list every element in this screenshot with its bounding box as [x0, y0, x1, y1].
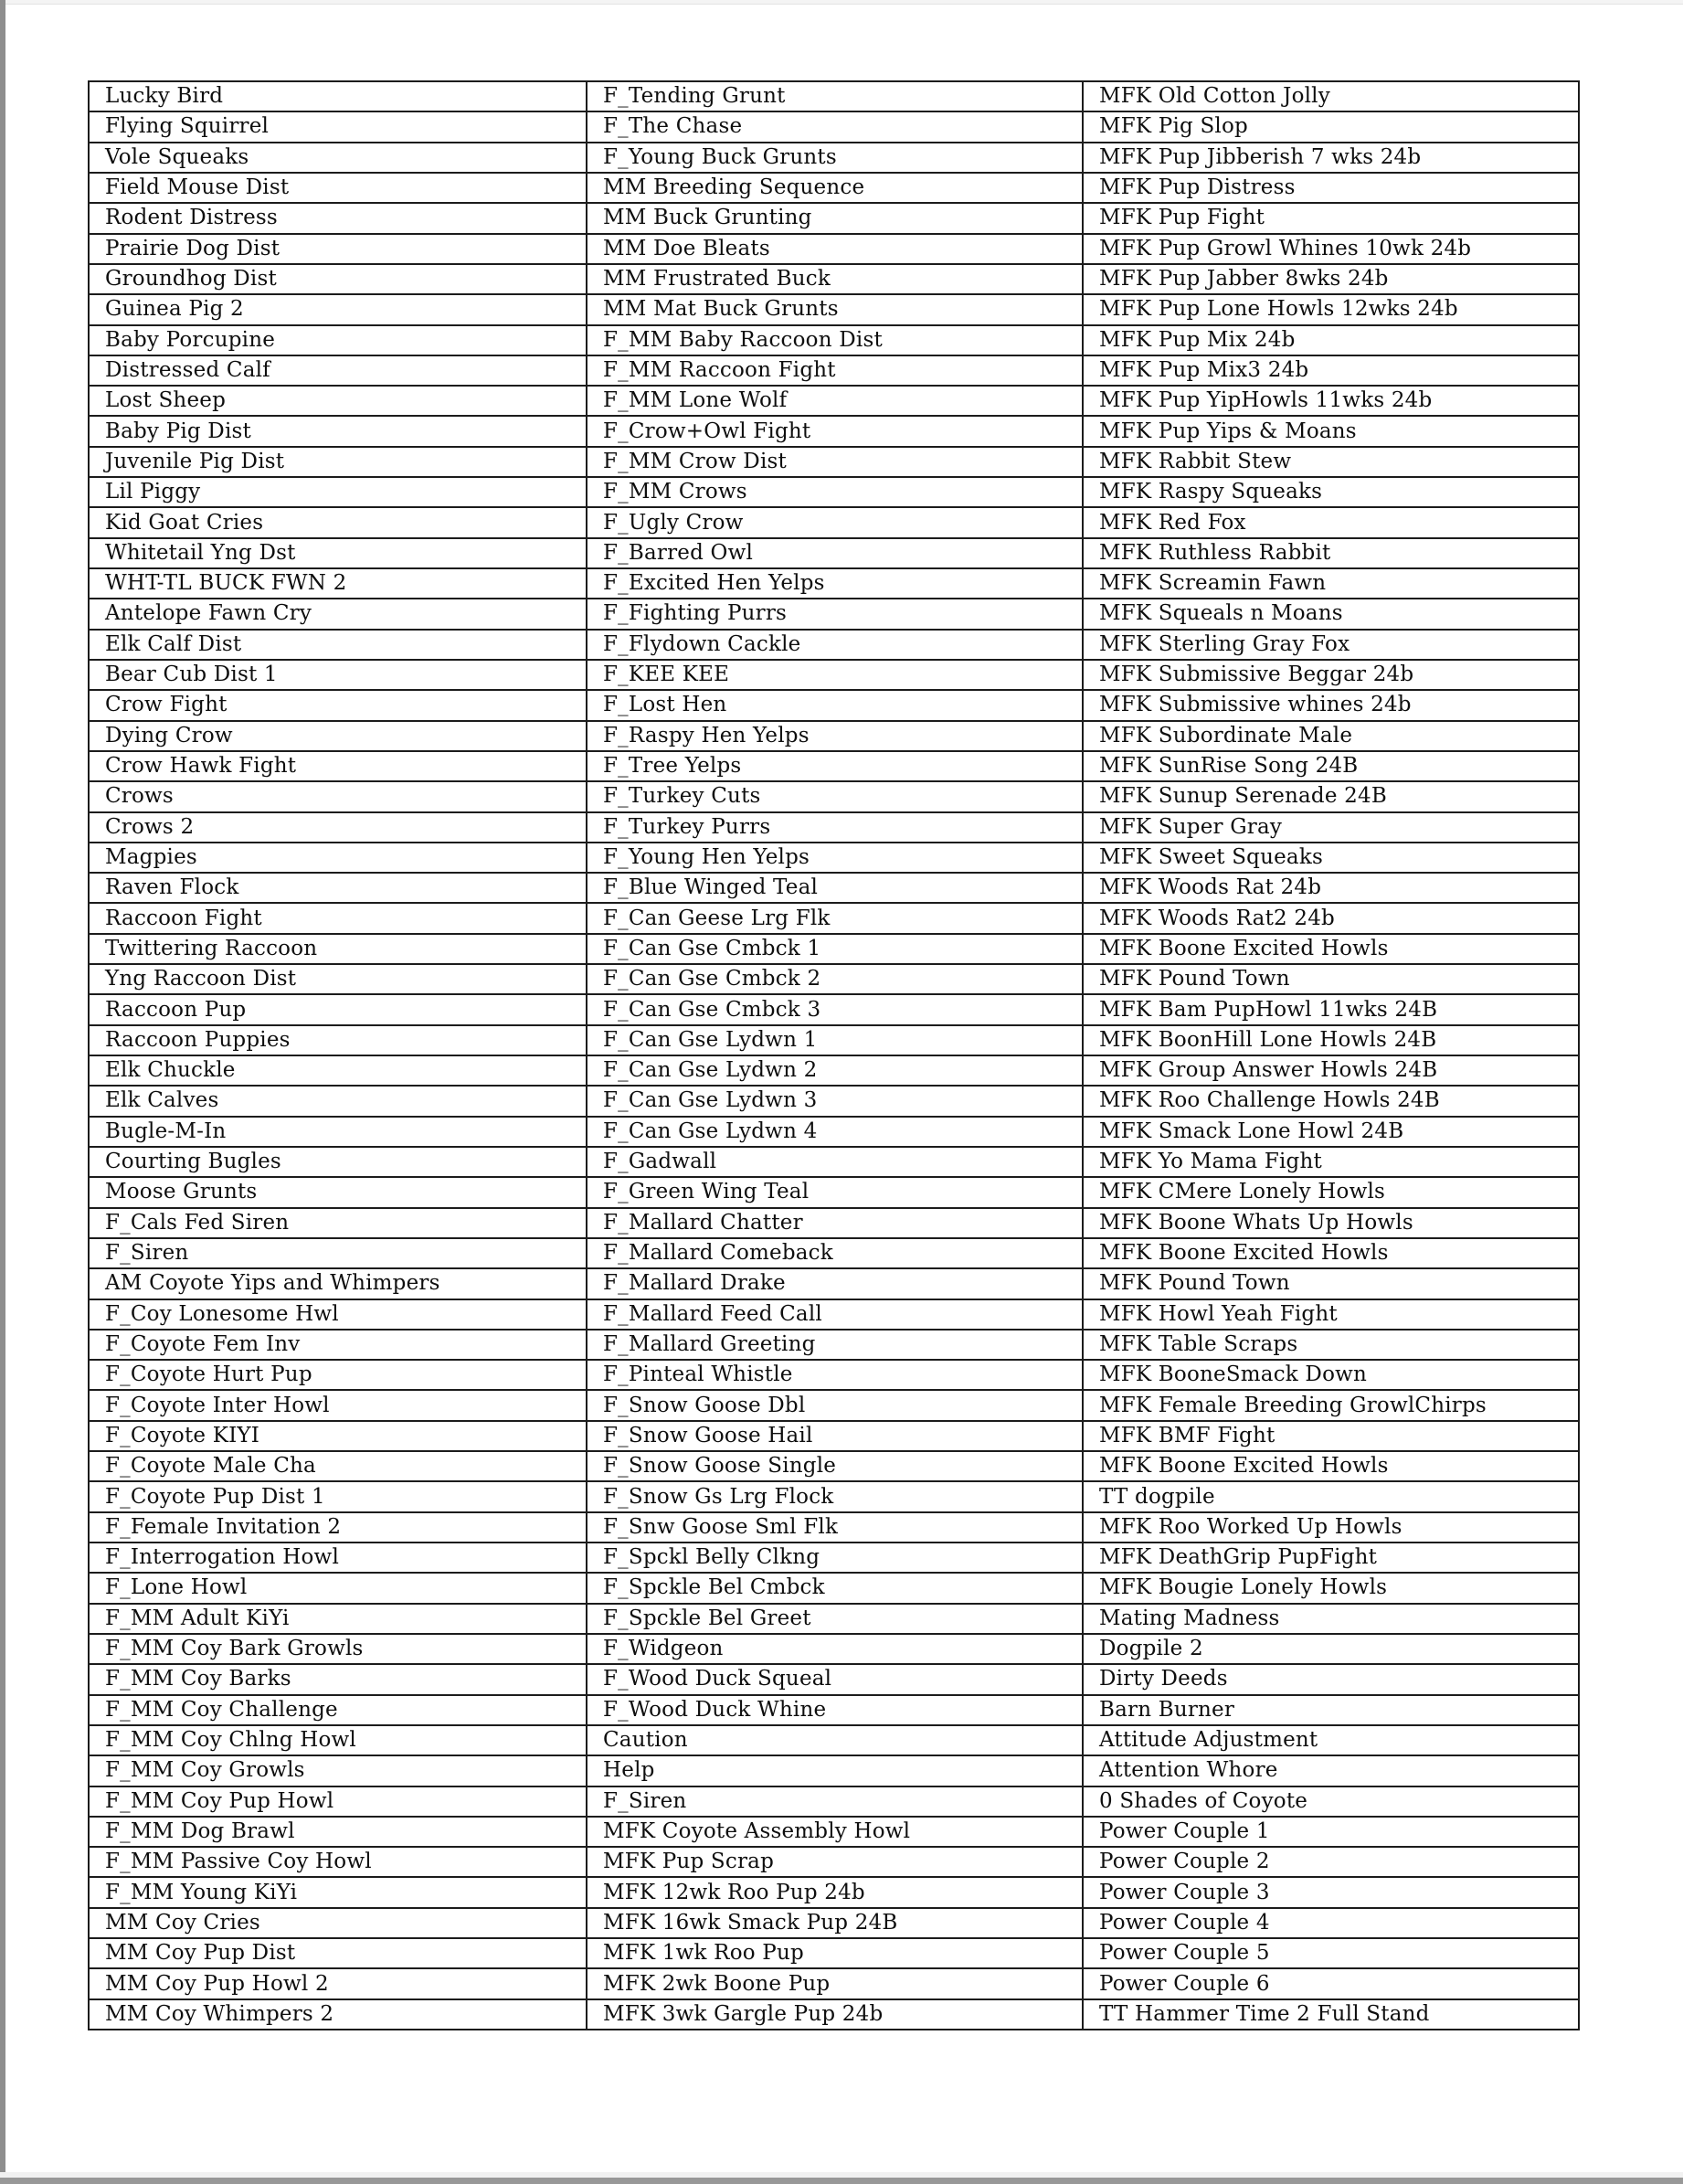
table-cell: Baby Porcupine	[89, 325, 587, 355]
table-cell: F_MM Adult KiYi	[89, 1604, 587, 1634]
table-row	[89, 660, 1579, 690]
table-cell: MFK Rabbit Stew	[1083, 447, 1579, 477]
table-row	[89, 1055, 1579, 1086]
table-cell: MFK Pig Slop	[1083, 111, 1579, 142]
table-cell: Power Couple 2	[1083, 1847, 1579, 1877]
table-cell: MFK Roo Challenge Howls 24B	[1083, 1086, 1579, 1116]
table-row	[89, 1147, 1579, 1177]
table-cell: Power Couple 6	[1083, 1968, 1579, 1998]
table-row	[89, 903, 1579, 933]
table-cell: Raccoon Fight	[89, 903, 587, 933]
table-cell: Elk Chuckle	[89, 1055, 587, 1086]
table-cell: MFK Pup Jabber 8wks 24b	[1083, 264, 1579, 294]
table-cell: F_Fighting Purrs	[587, 599, 1083, 629]
table-row	[89, 1938, 1579, 1968]
table-cell: MFK Pup Distress	[1083, 173, 1579, 203]
table-cell: Moose Grunts	[89, 1177, 587, 1207]
table-cell: WHT-TL BUCK FWN 2	[89, 568, 587, 599]
table-cell: Raccoon Pup	[89, 994, 587, 1024]
table-cell: F_Coyote Pup Dist 1	[89, 1481, 587, 1511]
table-cell: MFK Raspy Squeaks	[1083, 477, 1579, 507]
table-cell: Mating Madness	[1083, 1604, 1579, 1634]
table-cell: MFK Coyote Assembly Howl	[587, 1817, 1083, 1847]
table-cell: MFK BoonHill Lone Howls 24B	[1083, 1025, 1579, 1055]
table-cell: F_Can Gse Cmbck 1	[587, 934, 1083, 964]
table-cell: MFK Woods Rat2 24b	[1083, 903, 1579, 933]
table-cell: Attention Whore	[1083, 1755, 1579, 1786]
table-row	[89, 416, 1579, 446]
table-cell: MFK Pup Scrap	[587, 1847, 1083, 1877]
table-cell: MFK Female Breeding GrowlChirps	[1083, 1390, 1579, 1420]
table-row	[89, 1877, 1579, 1907]
table-cell: F_Spckle Bel Greet	[587, 1604, 1083, 1634]
table-cell: Whitetail Yng Dst	[89, 538, 587, 568]
table-cell: F_Mallard Chatter	[587, 1208, 1083, 1238]
table-cell: Power Couple 4	[1083, 1908, 1579, 1938]
table-cell: MFK 3wk Gargle Pup 24b	[587, 1999, 1083, 2030]
table-cell: Crows 2	[89, 812, 587, 843]
table-row	[89, 1177, 1579, 1207]
table-cell: Barn Burner	[1083, 1695, 1579, 1725]
table-cell: Juvenile Pig Dist	[89, 447, 587, 477]
table-row	[89, 1847, 1579, 1877]
table-cell: Raccoon Puppies	[89, 1025, 587, 1055]
table-cell: F_Turkey Purrs	[587, 812, 1083, 843]
table-row	[89, 173, 1579, 203]
table-row	[89, 81, 1579, 111]
table-cell: Help	[587, 1755, 1083, 1786]
table-cell: Rodent Distress	[89, 203, 587, 233]
table-cell: MFK Sunup Serenade 24B	[1083, 781, 1579, 811]
table-row	[89, 507, 1579, 537]
table-cell: TT dogpile	[1083, 1481, 1579, 1511]
table-cell: MFK Pup YipHowls 11wks 24b	[1083, 386, 1579, 416]
table-cell: 0 Shades of Coyote	[1083, 1786, 1579, 1817]
table-cell: F_Excited Hen Yelps	[587, 568, 1083, 599]
table-row	[89, 538, 1579, 568]
table-cell: F_Female Invitation 2	[89, 1512, 587, 1543]
table-row	[89, 355, 1579, 386]
table-row	[89, 234, 1579, 264]
table-cell: F_Ugly Crow	[587, 507, 1083, 537]
table-cell: Elk Calves	[89, 1086, 587, 1116]
table-cell: F_Mallard Greeting	[587, 1330, 1083, 1360]
table-cell: F_Tree Yelps	[587, 751, 1083, 781]
table-row	[89, 1999, 1579, 2030]
table-row	[89, 1238, 1579, 1268]
table-cell: MFK SunRise Song 24B	[1083, 751, 1579, 781]
page-edge-top	[0, 0, 1683, 5]
table-cell: MFK 16wk Smack Pup 24B	[587, 1908, 1083, 1938]
table-cell: MFK Group Answer Howls 24B	[1083, 1055, 1579, 1086]
table-row	[89, 1908, 1579, 1938]
table-cell: MM Breeding Sequence	[587, 173, 1083, 203]
table-cell: F_Snow Gs Lrg Flock	[587, 1481, 1083, 1511]
table-row	[89, 1755, 1579, 1786]
table-cell: F_MM Crow Dist	[587, 447, 1083, 477]
table-row	[89, 812, 1579, 843]
table-cell: F_Coyote Male Cha	[89, 1451, 587, 1481]
table-cell: MFK Boone Excited Howls	[1083, 934, 1579, 964]
table-row	[89, 630, 1579, 660]
table-cell: Groundhog Dist	[89, 264, 587, 294]
table-cell: TT Hammer Time 2 Full Stand	[1083, 1999, 1579, 2030]
table-cell: MFK Pup Lone Howls 12wks 24b	[1083, 294, 1579, 324]
table-cell: F_Barred Owl	[587, 538, 1083, 568]
table-row	[89, 1634, 1579, 1664]
table-cell: Kid Goat Cries	[89, 507, 587, 537]
table-cell: MFK Submissive Beggar 24b	[1083, 660, 1579, 690]
table-cell: MFK Sweet Squeaks	[1083, 843, 1579, 873]
table-cell: F_Interrogation Howl	[89, 1543, 587, 1573]
table-cell: Magpies	[89, 843, 587, 873]
table-row	[89, 690, 1579, 720]
table-cell: MFK Pup Growl Whines 10wk 24b	[1083, 234, 1579, 264]
table-row	[89, 721, 1579, 751]
table-cell: Lil Piggy	[89, 477, 587, 507]
table-cell: F_Mallard Comeback	[587, 1238, 1083, 1268]
table-cell: Attitude Adjustment	[1083, 1725, 1579, 1755]
table-row	[89, 1695, 1579, 1725]
table-cell: AM Coyote Yips and Whimpers	[89, 1268, 587, 1299]
table-row	[89, 264, 1579, 294]
table-cell: F_Cals Fed Siren	[89, 1208, 587, 1238]
table-cell: MFK 1wk Roo Pup	[587, 1938, 1083, 1968]
table-cell: Caution	[587, 1725, 1083, 1755]
table-row	[89, 1086, 1579, 1116]
table-row	[89, 1117, 1579, 1147]
table-cell: F_Spckl Belly Clkng	[587, 1543, 1083, 1573]
table-cell: MFK Sterling Gray Fox	[1083, 630, 1579, 660]
table-cell: F_Can Gse Cmbck 2	[587, 964, 1083, 994]
table-cell: Flying Squirrel	[89, 111, 587, 142]
table-cell: Power Couple 5	[1083, 1938, 1579, 1968]
table-cell: MM Doe Bleats	[587, 234, 1083, 264]
table-row	[89, 751, 1579, 781]
table-cell: F_MM Young KiYi	[89, 1877, 587, 1907]
table-row	[89, 1817, 1579, 1847]
table-cell: MFK Squeals n Moans	[1083, 599, 1579, 629]
table-cell: F_Pinteal Whistle	[587, 1360, 1083, 1390]
table-cell: F_Siren	[89, 1238, 587, 1268]
table-cell: F_MM Baby Raccoon Dist	[587, 325, 1083, 355]
sound-call-list-table	[88, 80, 1580, 2030]
table-row	[89, 203, 1579, 233]
table-row	[89, 934, 1579, 964]
table-cell: F_Snw Goose Sml Flk	[587, 1512, 1083, 1543]
table-cell: MM Coy Pup Dist	[89, 1938, 587, 1968]
table-row	[89, 1968, 1579, 1998]
page-edge-bottom	[0, 2178, 1683, 2184]
table-cell: Power Couple 3	[1083, 1877, 1579, 1907]
table-cell: F_Mallard Drake	[587, 1268, 1083, 1299]
table-cell: MFK Boone Whats Up Howls	[1083, 1208, 1579, 1238]
table-cell: F_The Chase	[587, 111, 1083, 142]
table-cell: F_MM Coy Growls	[89, 1755, 587, 1786]
table-row	[89, 1330, 1579, 1360]
table-cell: Power Couple 1	[1083, 1817, 1579, 1847]
table-cell: Bear Cub Dist 1	[89, 660, 587, 690]
table-cell: MFK Bam PupHowl 11wks 24B	[1083, 994, 1579, 1024]
table-cell: MFK Woods Rat 24b	[1083, 873, 1579, 903]
table-cell: F_KEE KEE	[587, 660, 1083, 690]
table-cell: F_Turkey Cuts	[587, 781, 1083, 811]
table-cell: MFK BMF Fight	[1083, 1421, 1579, 1451]
table-row	[89, 843, 1579, 873]
table-cell: F_Mallard Feed Call	[587, 1299, 1083, 1330]
table-row	[89, 1543, 1579, 1573]
table-cell: F_Coyote Inter Howl	[89, 1390, 587, 1420]
table-cell: F_MM Lone Wolf	[587, 386, 1083, 416]
table-cell: MFK CMere Lonely Howls	[1083, 1177, 1579, 1207]
table-cell: F_MM Coy Challenge	[89, 1695, 587, 1725]
table-cell: F_Snow Goose Dbl	[587, 1390, 1083, 1420]
table-cell: Yng Raccoon Dist	[89, 964, 587, 994]
table-cell: MFK 12wk Roo Pup 24b	[587, 1877, 1083, 1907]
table-cell: F_Can Gse Lydwn 4	[587, 1117, 1083, 1147]
table-row	[89, 1390, 1579, 1420]
table-row	[89, 1664, 1579, 1694]
table-cell: F_Snow Goose Single	[587, 1451, 1083, 1481]
table-row	[89, 1268, 1579, 1299]
table-cell: F_Lone Howl	[89, 1573, 587, 1603]
table-cell: Twittering Raccoon	[89, 934, 587, 964]
table-cell: MM Frustrated Buck	[587, 264, 1083, 294]
table-cell: MFK Boone Excited Howls	[1083, 1238, 1579, 1268]
table-row	[89, 964, 1579, 994]
table-cell: MFK Bougie Lonely Howls	[1083, 1573, 1579, 1603]
table-cell: Dirty Deeds	[1083, 1664, 1579, 1694]
table-cell: F_Tending Grunt	[587, 81, 1083, 111]
table-cell: F_MM Crows	[587, 477, 1083, 507]
table-cell: F_MM Coy Pup Howl	[89, 1786, 587, 1817]
table-cell: F_Blue Winged Teal	[587, 873, 1083, 903]
table-cell: MM Coy Whimpers 2	[89, 1999, 587, 2030]
table-row	[89, 386, 1579, 416]
table-cell: MM Coy Cries	[89, 1908, 587, 1938]
table-row	[89, 1451, 1579, 1481]
table-cell: MFK Table Scraps	[1083, 1330, 1579, 1360]
table-cell: Courting Bugles	[89, 1147, 587, 1177]
table-cell: Crow Hawk Fight	[89, 751, 587, 781]
table-cell: MFK Super Gray	[1083, 812, 1579, 843]
table-row	[89, 1573, 1579, 1603]
table-row	[89, 447, 1579, 477]
table-cell: Baby Pig Dist	[89, 416, 587, 446]
table-row	[89, 1725, 1579, 1755]
table-cell: Crows	[89, 781, 587, 811]
table-row	[89, 1421, 1579, 1451]
table-cell: MFK Pup Mix3 24b	[1083, 355, 1579, 386]
table-row	[89, 1299, 1579, 1330]
table-cell: Field Mouse Dist	[89, 173, 587, 203]
table-cell: F_Widgeon	[587, 1634, 1083, 1664]
sound-table-body	[89, 81, 1579, 2030]
table-cell: MFK Howl Yeah Fight	[1083, 1299, 1579, 1330]
table-cell: Antelope Fawn Cry	[89, 599, 587, 629]
table-row	[89, 994, 1579, 1024]
table-cell: F_Can Geese Lrg Flk	[587, 903, 1083, 933]
table-cell: Elk Calf Dist	[89, 630, 587, 660]
table-cell: MFK Roo Worked Up Howls	[1083, 1512, 1579, 1543]
table-cell: MFK Smack Lone Howl 24B	[1083, 1117, 1579, 1147]
table-cell: Vole Squeaks	[89, 143, 587, 173]
table-cell: F_Can Gse Lydwn 2	[587, 1055, 1083, 1086]
table-cell: MFK Pup Jibberish 7 wks 24b	[1083, 143, 1579, 173]
table-cell: F_MM Coy Barks	[89, 1664, 587, 1694]
table-row	[89, 1512, 1579, 1543]
table-cell: F_MM Coy Chlng Howl	[89, 1725, 587, 1755]
table-cell: MFK Red Fox	[1083, 507, 1579, 537]
table-cell: MFK BooneSmack Down	[1083, 1360, 1579, 1390]
table-row	[89, 111, 1579, 142]
table-cell: F_Spckle Bel Cmbck	[587, 1573, 1083, 1603]
table-cell: Distressed Calf	[89, 355, 587, 386]
table-row	[89, 143, 1579, 173]
table-cell: F_Lost Hen	[587, 690, 1083, 720]
table-cell: Guinea Pig 2	[89, 294, 587, 324]
table-cell: F_Young Buck Grunts	[587, 143, 1083, 173]
table-cell: MFK Pup Mix 24b	[1083, 325, 1579, 355]
table-cell: F_MM Raccoon Fight	[587, 355, 1083, 386]
table-cell: F_Green Wing Teal	[587, 1177, 1083, 1207]
table-cell: F_Coyote Fem Inv	[89, 1330, 587, 1360]
table-row	[89, 1360, 1579, 1390]
table-row	[89, 781, 1579, 811]
table-cell: MFK Ruthless Rabbit	[1083, 538, 1579, 568]
table-cell: MFK Submissive whines 24b	[1083, 690, 1579, 720]
table-row	[89, 325, 1579, 355]
table-cell: F_MM Coy Bark Growls	[89, 1634, 587, 1664]
table-row	[89, 1481, 1579, 1511]
table-cell: F_Coy Lonesome Hwl	[89, 1299, 587, 1330]
table-cell: F_Siren	[587, 1786, 1083, 1817]
table-cell: MM Mat Buck Grunts	[587, 294, 1083, 324]
table-cell: MM Buck Grunting	[587, 203, 1083, 233]
table-cell: MFK Yo Mama Fight	[1083, 1147, 1579, 1177]
table-row	[89, 1786, 1579, 1817]
table-cell: MFK Boone Excited Howls	[1083, 1451, 1579, 1481]
table-cell: MM Coy Pup Howl 2	[89, 1968, 587, 1998]
table-row	[89, 568, 1579, 599]
table-cell: MFK Screamin Fawn	[1083, 568, 1579, 599]
table-row	[89, 294, 1579, 324]
table-cell: F_Wood Duck Squeal	[587, 1664, 1083, 1694]
table-cell: F_Can Gse Cmbck 3	[587, 994, 1083, 1024]
table-cell: MFK Pound Town	[1083, 1268, 1579, 1299]
table-cell: MFK Pup Yips & Moans	[1083, 416, 1579, 446]
table-cell: MFK Pound Town	[1083, 964, 1579, 994]
table-cell: F_MM Passive Coy Howl	[89, 1847, 587, 1877]
table-cell: F_Young Hen Yelps	[587, 843, 1083, 873]
table-cell: F_Gadwall	[587, 1147, 1083, 1177]
table-cell: Bugle-M-In	[89, 1117, 587, 1147]
table-cell: MFK Subordinate Male	[1083, 721, 1579, 751]
table-cell: Prairie Dog Dist	[89, 234, 587, 264]
page-edge-left	[0, 0, 5, 2184]
table-cell: F_Raspy Hen Yelps	[587, 721, 1083, 751]
table-cell: F_Flydown Cackle	[587, 630, 1083, 660]
table-row	[89, 1604, 1579, 1634]
table-cell: Crow Fight	[89, 690, 587, 720]
table-cell: F_Coyote Hurt Pup	[89, 1360, 587, 1390]
table-cell: Raven Flock	[89, 873, 587, 903]
table-cell: MFK 2wk Boone Pup	[587, 1968, 1083, 1998]
table-cell: F_Coyote KIYI	[89, 1421, 587, 1451]
table-cell: MFK Old Cotton Jolly	[1083, 81, 1579, 111]
table-row	[89, 1208, 1579, 1238]
table-cell: Lost Sheep	[89, 386, 587, 416]
table-cell: Dying Crow	[89, 721, 587, 751]
table-cell: F_Can Gse Lydwn 3	[587, 1086, 1083, 1116]
table-row	[89, 873, 1579, 903]
table-row	[89, 477, 1579, 507]
table-cell: MFK DeathGrip PupFight	[1083, 1543, 1579, 1573]
table-row	[89, 599, 1579, 629]
table-cell: F_Crow+Owl Fight	[587, 416, 1083, 446]
table-cell: Dogpile 2	[1083, 1634, 1579, 1664]
table-cell: MFK Pup Fight	[1083, 203, 1579, 233]
table-cell: F_Wood Duck Whine	[587, 1695, 1083, 1725]
table-cell: F_Can Gse Lydwn 1	[587, 1025, 1083, 1055]
table-cell: Lucky Bird	[89, 81, 587, 111]
table-row	[89, 1025, 1579, 1055]
table-cell: F_Snow Goose Hail	[587, 1421, 1083, 1451]
table-cell: F_MM Dog Brawl	[89, 1817, 587, 1847]
